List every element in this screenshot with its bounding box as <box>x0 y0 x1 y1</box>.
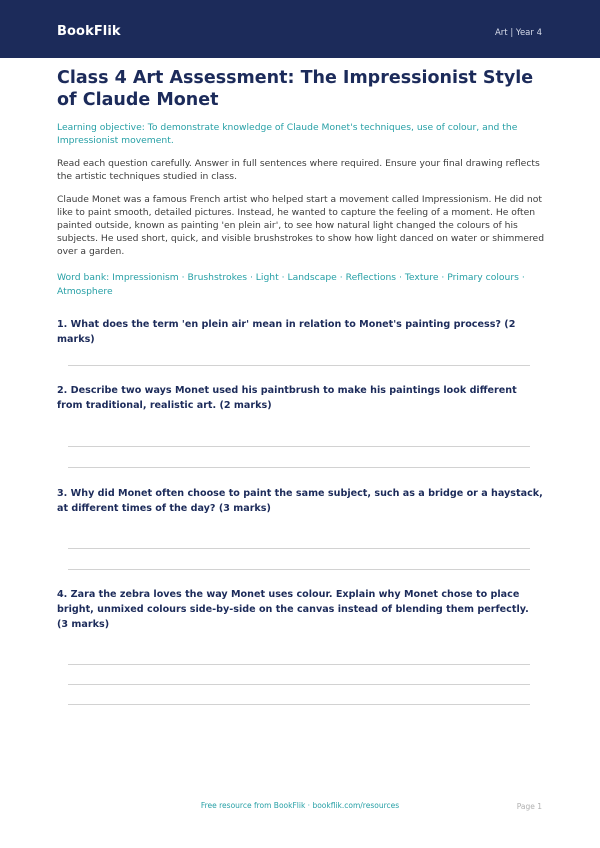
question-4: 4. Zara the zebra loves the way Monet uses colour. Explain why Monet chose to place bright, unmixed colours side-by-side on the canvas instead of blending them perfectly. (3 marks) <box>57 589 529 630</box>
subject-year-label: Art | Year 4 <box>494 28 542 38</box>
answer-line[interactable] <box>68 446 530 447</box>
footer-source-link[interactable]: Free resource from BookFlik · bookflik.com/resources <box>200 801 400 810</box>
question-3: 3. Why did Monet often choose to paint the same subject, such as a bridge or a haystack, at different times of the day? (3 marks) <box>57 488 543 514</box>
intro-paragraph: Claude Monet was a famous French artist who helped start a movement called Impressionism. He did not like to paint smooth, detailed pictures. Instead, he wanted to capture the feeling of a moment. He often painted outside, known as painting 'en plein air', to see how natural light changed the colours of his subjects. He used short, quick, and visible brushstrokes to show how light danced on water or shimmered over a garden. <box>57 194 545 257</box>
page-number: Page 1 <box>516 802 542 811</box>
answer-line[interactable] <box>68 704 530 705</box>
answer-line[interactable] <box>68 684 530 685</box>
answer-line[interactable] <box>68 569 530 570</box>
answer-line[interactable] <box>68 467 530 468</box>
question-1: 1. What does the term 'en plein air' mean in relation to Monet's painting process? (2 marks) <box>57 319 516 345</box>
page-title: Class 4 Art Assessment: The Impressionist Style of Claude Monet <box>57 68 534 110</box>
answer-line[interactable] <box>68 365 530 366</box>
header-bar <box>0 0 600 58</box>
answer-line[interactable] <box>68 664 530 665</box>
learning-objective: Learning objective: To demonstrate knowledge of Claude Monet's techniques, use of colour, and the Impressionist movement. <box>57 122 518 146</box>
instructions-paragraph: Read each question carefully. Answer in full sentences where required. Ensure your final drawing reflects the artistic techniques studied in class. <box>57 158 540 182</box>
question-2: 2. Describe two ways Monet used his paintbrush to make his paintings look different from traditional, realistic art. (2 marks) <box>57 385 517 411</box>
brand-logo[interactable]: BookFlik <box>57 24 121 39</box>
word-bank: Word bank: Impressionism · Brushstrokes · Light · Landscape · Reflections · Texture · Primary colours · Atmosphere <box>57 272 525 297</box>
answer-line[interactable] <box>68 548 530 549</box>
